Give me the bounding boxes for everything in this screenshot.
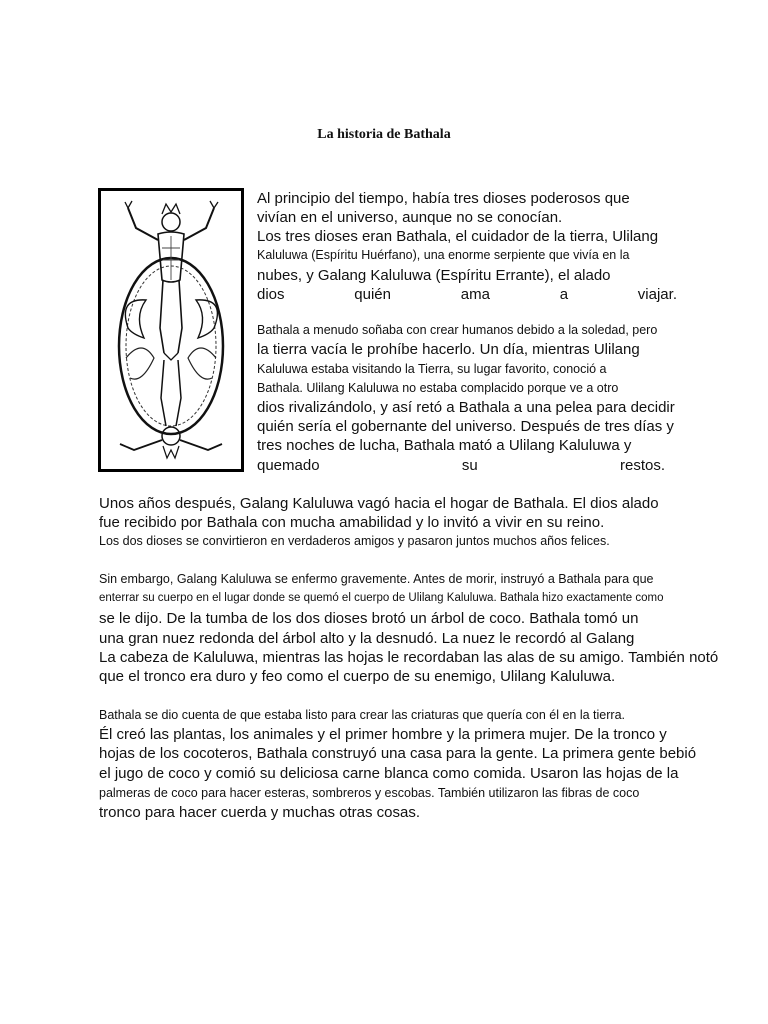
text-line: La cabeza de Kaluluwa, mientras las hojas le recordaban las alas de su amigo. También notó: [99, 649, 719, 666]
text-line: tronco para hacer cuerda y muchas otras cosas.: [99, 804, 420, 821]
bathala-illustration: [98, 188, 244, 472]
page-title: La historia de Bathala: [317, 127, 451, 142]
text-line: Sin embargo, Galang Kaluluwa se enfermo gravemente. Antes de morir, instruyó a Bathala para que: [99, 572, 654, 586]
text-line: Unos años después, Galang Kaluluwa vagó hacia el hogar de Bathala. El dios alado: [99, 495, 659, 512]
text-line: quemado su restos.: [257, 457, 665, 474]
text-line: quién sería el gobernante del universo. Después de tres días y: [257, 418, 674, 435]
text-line: enterrar su cuerpo en el lugar donde se quemó el cuerpo de Ulilang Kaluluwa. Bathala hizo exactamente como: [99, 592, 664, 604]
text-line: Bathala se dio cuenta de que estaba listo para crear las criaturas que quería con él en la tierra.: [99, 708, 626, 722]
text-line: fue recibido por Bathala con mucha amabilidad y lo invitó a vivir en su reino.: [99, 514, 605, 531]
text-line: Los dos dioses se convirtieron en verdaderos amigos y pasaron juntos muchos años felices.: [99, 534, 610, 548]
text-line: Los tres dioses eran Bathala, el cuidador de la tierra, Ulilang: [257, 228, 659, 245]
text-line: se le dijo. De la tumba de los dos dioses brotó un árbol de coco. Bathala tomó un: [99, 610, 639, 627]
text-line: Bathala. Ulilang Kaluluwa no estaba complacido porque ve a otro: [257, 381, 619, 395]
text-line: palmeras de coco para hacer esteras, sombreros y escobas. También utilizaron las fibras de coco: [99, 786, 640, 800]
text-line: el jugo de coco y comió su deliciosa carne blanca como comida. Usaron las hojas de la: [99, 765, 679, 782]
text-line: que el tronco era duro y feo como el cuerpo de su enemigo, Ulilang Kaluluwa.: [99, 668, 616, 685]
text-line: Él creó las plantas, los animales y el primer hombre y la primera mujer. De la tronco y: [99, 726, 667, 743]
text-line: una gran nuez redonda del árbol alto y la desnudó. La nuez le recordó al Galang: [99, 630, 635, 647]
text-line: Kaluluwa (Espíritu Huérfano), una enorme serpiente que vivía en la: [257, 248, 630, 262]
bathala-figure-drawing: [98, 188, 244, 472]
text-line: nubes, y Galang Kaluluwa (Espíritu Errante), el alado: [257, 267, 611, 284]
text-line: la tierra vacía le prohíbe hacerlo. Un día, mientras Ulilang: [257, 341, 640, 358]
text-line: Al principio del tiempo, había tres dioses poderosos que: [257, 190, 630, 207]
text-line: hojas de los cocoteros, Bathala construyó una casa para la gente. La primera gente bebió: [99, 745, 697, 762]
text-line: Kaluluwa estaba visitando la Tierra, su lugar favorito, conoció a: [257, 362, 607, 376]
text-line: vivían en el universo, aunque no se conocían.: [257, 209, 563, 226]
text-line: dios rivalizándolo, y así retó a Bathala a una pelea para decidir: [257, 399, 675, 416]
text-line: tres noches de lucha, Bathala mató a Ulilang Kaluluwa y: [257, 437, 632, 454]
text-line: dios quién ama a viajar.: [257, 286, 677, 303]
text-line: Bathala a menudo soñaba con crear humanos debido a la soledad, pero: [257, 323, 658, 337]
